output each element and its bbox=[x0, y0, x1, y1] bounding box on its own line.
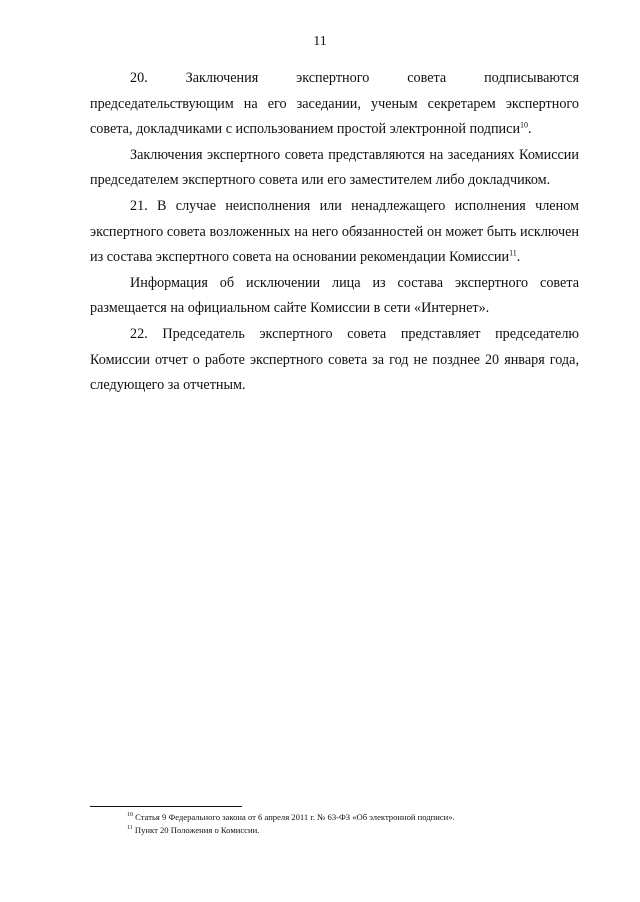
footnote-10 bbox=[127, 811, 587, 824]
footnote-ref-11: 11 bbox=[509, 248, 517, 258]
paragraph-21-information bbox=[90, 271, 579, 322]
body-text bbox=[90, 66, 579, 399]
paragraph-text: Заключения экспертного совета представляются на заседаниях Комиссии председателем экспертного совета или его заместителем либо докладчиком. bbox=[90, 146, 579, 189]
paragraph-22-report bbox=[90, 322, 579, 399]
footnote-text: Статья 9 Федерального закона от 6 апреля 2011 г. № 63-ФЗ «Об электронной подписи». bbox=[133, 812, 455, 822]
footnote-marker: 11 bbox=[127, 824, 133, 831]
paragraph-trailing: . bbox=[528, 121, 532, 138]
page-number: 11 bbox=[313, 34, 327, 49]
paragraph-21-exclusion bbox=[90, 194, 579, 271]
paragraph-20-signing bbox=[90, 66, 579, 143]
paragraph-text: 22. Председатель экспертного совета представляет председателю Комиссии отчет о работе экспертного совета за год не позднее 20 января года, следующего за отчетным. bbox=[90, 325, 579, 394]
footnotes bbox=[127, 811, 587, 836]
footnote-11 bbox=[127, 824, 587, 837]
footnote-ref-10: 10 bbox=[520, 120, 529, 130]
paragraph-text: 20. Заключения экспертного совета подписываются председательствующим на его заседании, ученым секретарем экспертного совета, докладчиками с использованием простой электронной подписи bbox=[90, 70, 579, 138]
footnote-separator bbox=[90, 806, 242, 807]
footnote-text: Пункт 20 Положения о Комиссии. bbox=[132, 824, 260, 835]
paragraph-20-presentation bbox=[90, 143, 579, 194]
paragraph-trailing: . bbox=[516, 249, 521, 266]
paragraph-text: Информация об исключении лица из состава экспертного совета размещается на официальном сайте Комиссии в сети «Интернет». bbox=[90, 274, 579, 317]
paragraph-text: 21. В случае неисполнения или ненадлежащего исполнения членом экспертного совета возложенных на него обязанностей он может быть исключен из состава экспертного совета на основании рекомендации Комиссии bbox=[90, 197, 579, 266]
footnote-marker: 10 bbox=[127, 812, 133, 819]
